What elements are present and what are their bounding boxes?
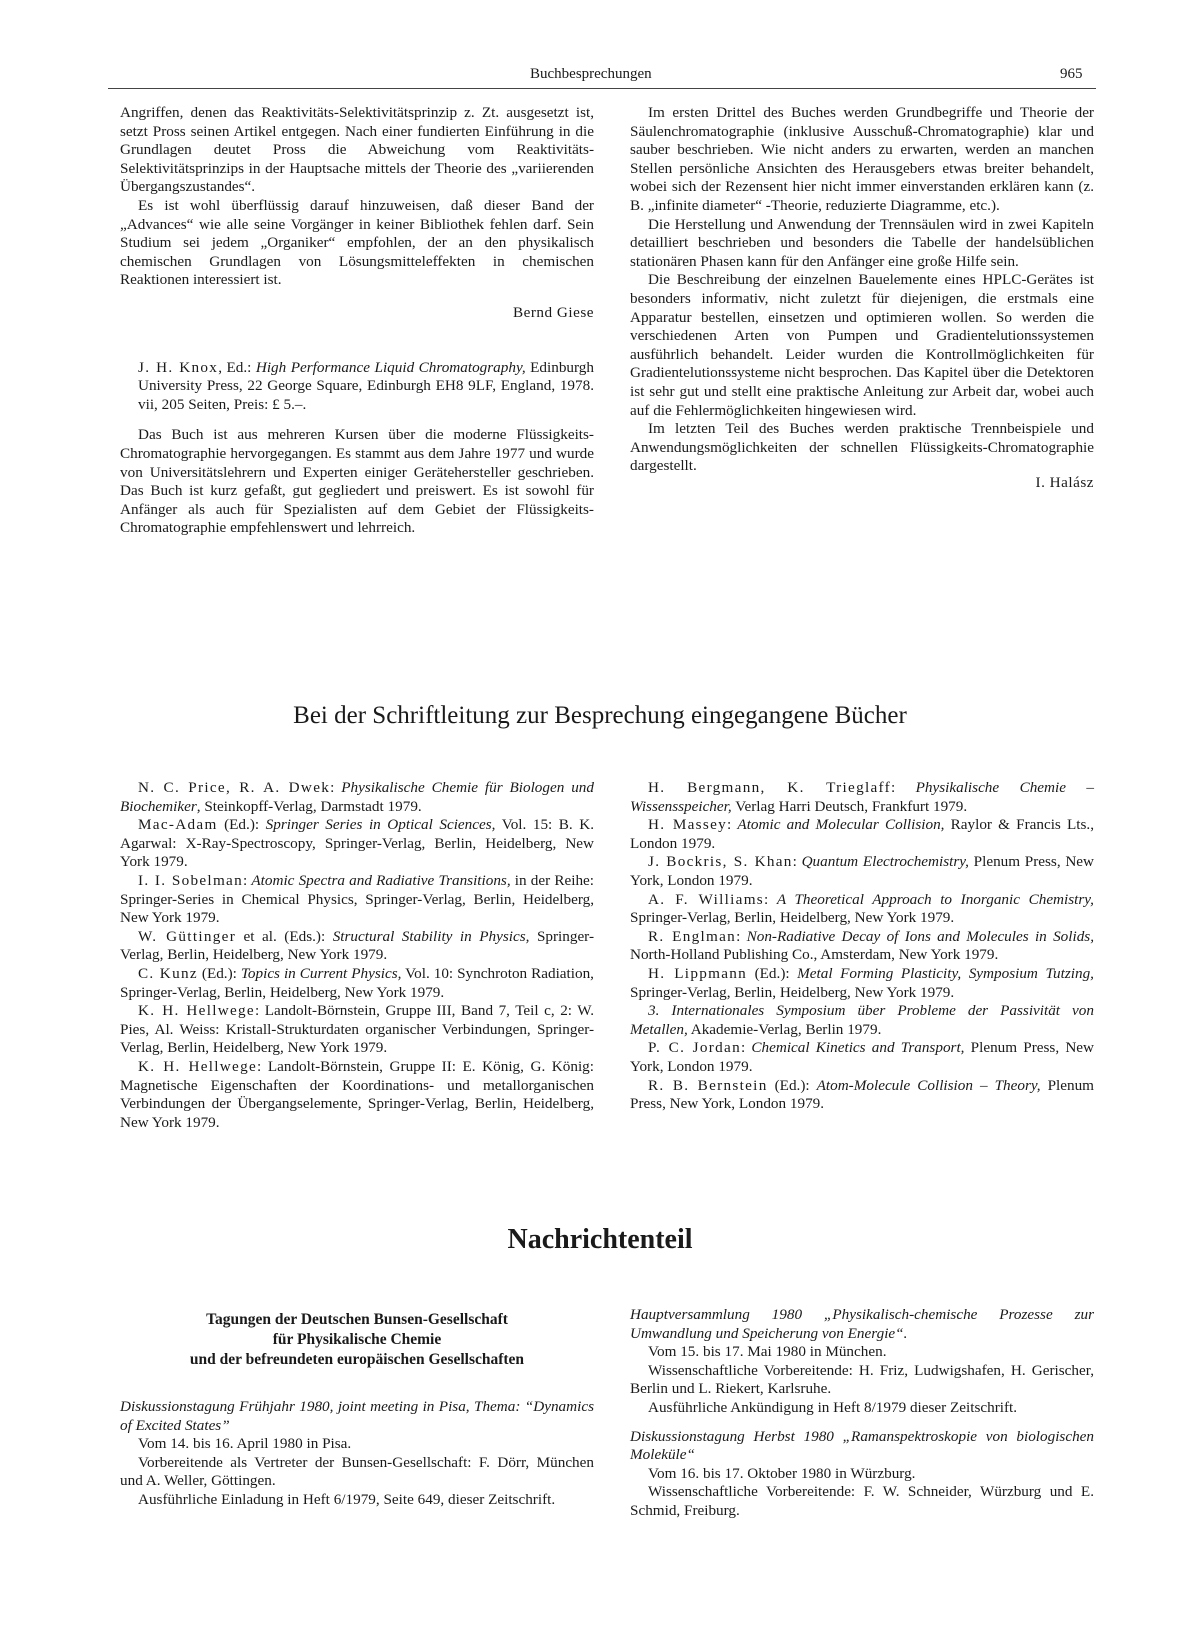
book-author: R. B. Bernstein xyxy=(648,1076,768,1094)
book-sep: (Ed.): xyxy=(217,816,266,834)
book-details: Springer-Verlag, Berlin, Heidelberg, New York 1979. xyxy=(630,909,955,927)
review2-paragraph: Im ersten Drittel des Buches werden Grundbegriffe und Theorie der Säulenchromatographie (inklusive Ausschuß-Chromatographie) klar und sauber beschrieben. Wie nicht anders zu erwarten, werden an manchen Stellen persönliche Ansichten des Herausgebers etwas breiter behandelt, wobei sich der Rezensent hier nicht immer einverstanden erklären kann (z. B. „infinite diameter“ -Theorie, reduzierte Diagramme, etc.). xyxy=(630,104,1094,214)
review2-paragraph: Im letzten Teil des Buches werden praktische Trennbeispiele und Anwendungsmöglichkeiten der schnellen Flüssigkeits-Chromatographie dargestellt. xyxy=(630,420,1094,475)
book-sep: : xyxy=(243,871,252,889)
book-title: Quantum Electrochemistry, xyxy=(801,853,969,871)
event-line: Ausführliche Einladung in Heft 6/1979, Seite 649, dieser Zeitschrift. xyxy=(138,1490,556,1508)
review2-paragraph: Die Herstellung und Anwendung der Trennsäulen wird in zwei Kapiteln detailliert beschrieben und besonders die Tabelle der handelsüblichen stationären Phasen kann für den Anfänger eine große Hilfe sein. xyxy=(630,215,1094,270)
book-author: K. H. Hellwege xyxy=(138,1002,255,1020)
book-entry xyxy=(120,816,594,872)
page-number: 965 xyxy=(1060,66,1083,82)
book-author: A. F. Williams xyxy=(648,890,765,908)
book-author: I. I. Sobelman xyxy=(138,871,243,889)
book-details: in der Reihe: Springer-Series in Chemical Physics, Springer-Verlag, Berlin, Heidelberg, New York 1979. xyxy=(120,871,594,927)
review2-title: High Performance Liquid Chromatography, xyxy=(255,358,526,376)
book-sep: (Ed.): xyxy=(747,964,798,982)
book-entry xyxy=(630,1002,1094,1039)
running-header: Buchbesprechungen xyxy=(530,66,652,82)
book-entry xyxy=(120,928,594,965)
book-title: Non-Radiative Decay of Ions and Molecules in Solids, xyxy=(746,927,1094,945)
book-author: Mac-Adam xyxy=(138,816,218,834)
news-section-title: Nachrichtenteil xyxy=(507,1224,693,1255)
event-line: Vom 15. bis 17. Mai 1980 in München. xyxy=(648,1343,887,1361)
review1-reviewer: Bernd Giese xyxy=(513,303,594,321)
book-author: W. Güttinger xyxy=(138,927,237,945)
book-entry xyxy=(630,779,1094,816)
review2-paragraph: Das Buch ist aus mehreren Kursen über die moderne Flüssigkeits-Chromatographie hervorgegangen. Es stammt aus dem Jahre 1977 und wurde von Universitätslehrern und Experten einiger Gerätehersteller geschrieben. Das Buch ist kurz gefaßt, gut gegliedert und preiswert. Es ist sowohl für Anfänger als auch für Spezialisten auf dem Gebiet der Flüssigkeits-Chromatographie empfehlenswert und lehrreich. xyxy=(120,426,594,537)
book-author: C. Kunz xyxy=(138,964,198,982)
book-sep: (Ed.): xyxy=(197,964,241,982)
event-title: Diskussionstagung Frühjahr 1980, joint meeting in Pisa, Thema: “Dynamics of Excited States” xyxy=(120,1398,594,1434)
book-details: Plenum Press, New York, London 1979. xyxy=(630,1076,1094,1113)
book-author: H. Bergmann, K. Trieglaff xyxy=(648,779,891,796)
review2-paragraph: Die Beschreibung der einzelnen Bauelemente eines HPLC-Gerätes ist besonders informativ, nicht zuletzt für diejenigen, die erstmals eine Apparatur bestellen, einsetzen und optimieren wollen. So werden die verschiedenen Arten von Pumpen und Gradientelutionssystemen ausführlich behandelt. Leider wurden die Kontrollmöglichkeiten für Gradientelutionssysteme nicht besprochen. Das Kapitel über die Detektoren ist sehr gut und stellt eine praktische Anleitung zur Arbeit dar, wobei auch auf die Fehlermöglichkeiten hingewiesen wird. xyxy=(630,271,1094,419)
event-title: Hauptversammlung 1980 „Physikalisch-chemische Prozesse zur Umwandlung und Speicherung von Energie“. xyxy=(630,1306,1094,1342)
book-title: Springer Series in Optical Sciences, xyxy=(265,816,496,834)
book-details: Springer-Verlag, Berlin, Heidelberg, New York 1979. xyxy=(630,983,955,1001)
tagung-heading-line: Tagungen der Deutschen Bunsen-Gesellschaft xyxy=(206,1311,508,1328)
book-author: N. C. Price, R. A. Dwek xyxy=(138,779,331,796)
book-sep: : xyxy=(740,1039,752,1057)
tagung-heading-line: und der befreundeten europäischen Gesellschaften xyxy=(189,1351,525,1368)
book-details: Raylor & Francis Lts., London 1979. xyxy=(630,816,1094,852)
book-details: Plenum Press, New York, London 1979. xyxy=(630,853,1094,889)
book-entry xyxy=(120,872,594,928)
received-books-title: Bei der Schriftleitung zur Besprechung eingegangene Bücher xyxy=(293,702,907,729)
header-rule xyxy=(108,88,1096,89)
book-title: Atom-Molecule Collision – Theory, xyxy=(816,1076,1041,1094)
book-author: K. H. Hellwege xyxy=(138,1057,258,1075)
book-title: Atomic Spectra and Radiative Transitions, xyxy=(251,871,511,889)
book-entry xyxy=(120,1002,594,1058)
received-books-left xyxy=(120,779,594,1132)
book-title: Chemical Kinetics and Transport, xyxy=(751,1039,965,1057)
book-author: R. Englman xyxy=(648,927,737,945)
review2-publisher: Edinburgh University Press, 22 George Square, Edinburgh EH8 9LF, England, 1978. vii, 205 Seiten, Preis: £ 5.–. xyxy=(138,358,594,413)
book-author: H. Lippmann xyxy=(648,964,748,982)
book-sep: : xyxy=(890,779,916,796)
book-title: Metal Forming Plasticity, Symposium Tutzing, xyxy=(797,964,1094,982)
event-line: Vorbereitende als Vertreter der Bunsen-Gesellschaft: F. Dörr, München und A. Weller, Göttingen. xyxy=(120,1453,594,1490)
book-sep: : xyxy=(736,927,747,945)
tagung-heading-line: für Physikalische Chemie xyxy=(272,1331,442,1348)
news-right-block xyxy=(630,1306,1094,1521)
book-entry xyxy=(630,853,1094,890)
book-title: A Theoretical Approach to Inorganic Chemistry, xyxy=(776,890,1094,908)
book-entry xyxy=(630,891,1094,928)
book-details: Akademie-Verlag, Berlin 1979. xyxy=(687,1020,882,1038)
book-sep: : xyxy=(330,779,342,796)
tagung-heading xyxy=(120,1310,594,1370)
review1-paragraph: Angriffen, denen das Reaktivitäts-Selektivitätsprinzip z. Zt. ausgesetzt ist, setzt Pross seinen Artikel entgegen. Nach einer fundierten Einführung in die Grundlagen deutet Pross die Abweichung vom Reaktivitäts-Selektivitätsprinzips in der Hauptsache mittels der Theorie des „variierenden Übergangszustandes“. xyxy=(120,104,594,196)
book-title: Topics in Current Physics, xyxy=(240,964,402,982)
received-books-right xyxy=(630,779,1094,1114)
right-column-review xyxy=(630,104,1094,492)
book-entry xyxy=(630,965,1094,1002)
book-details: Vol. 10: Synchroton Radiation, Springer-Verlag, Berlin, Heidelberg, New York 1979. xyxy=(120,964,594,1001)
book-entry xyxy=(630,928,1094,965)
book-details: Vol. 15: B. K. Agarwal: X-Ray-Spectroscopy, Springer-Verlag, Berlin, Heidelberg, New York 1979. xyxy=(120,816,594,871)
event-line: Ausführliche Ankündigung in Heft 8/1979 dieser Zeitschrift. xyxy=(648,1398,1018,1416)
book-author: H. Massey xyxy=(648,816,728,834)
book-details: Landolt-Börnstein, Gruppe III, Band 7, Teil c, 2: W. Pies, Al. Weiss: Kristall-Strukturdaten organischer Verbindungen, Springer-Verlag, Berlin, Heidelberg, New York 1979. xyxy=(120,1002,594,1057)
left-column-reviews xyxy=(120,104,594,538)
book-sep: : xyxy=(254,1002,265,1020)
event-title: Diskussionstagung Herbst 1980 „Ramanspektroskopie von biologischen Moleküle“ xyxy=(630,1427,1094,1464)
book-sep: : xyxy=(792,853,802,871)
book-author: P. C. Jordan xyxy=(648,1039,741,1057)
book-entry xyxy=(120,965,594,1002)
book-details: Springer-Verlag, Berlin, Heidelberg, New York 1979. xyxy=(120,927,594,964)
review2-author: J. H. Knox xyxy=(138,358,219,376)
book-details: , Steinkopff-Verlag, Darmstadt 1979. xyxy=(196,797,422,815)
book-details: Verlag Harri Deutsch, Frankfurt 1979. xyxy=(731,797,968,815)
book-title: Physikalische Chemie – Wissensspeicher, xyxy=(630,779,1094,815)
review2-citation xyxy=(138,359,594,415)
review2-reviewer: I. Halász xyxy=(1035,473,1094,491)
book-sep: : xyxy=(257,1057,268,1075)
book-entry xyxy=(630,1039,1094,1076)
book-title: 3. Internationales Symposium über Probleme der Passivität von Metallen, xyxy=(630,1002,1094,1038)
event-line: Wissenschaftliche Vorbereitende: H. Friz, Ludwigshafen, H. Gerischer, Berlin und L. Riekert, Karlsruhe. xyxy=(630,1361,1094,1398)
book-entry xyxy=(630,1077,1094,1114)
book-title: Physikalische Chemie für Biologen und Biochemiker xyxy=(120,779,594,815)
book-sep: (Ed.): xyxy=(767,1076,817,1094)
book-details: Plenum Press, New York, London 1979. xyxy=(630,1039,1094,1075)
event-line: Vom 16. bis 17. Oktober 1980 in Würzburg. xyxy=(648,1464,916,1482)
review1-paragraph: Es ist wohl überflüssig darauf hinzuweisen, daß dieser Band der „Advances“ wie alle seine Vorgänger in keiner Bibliothek fehlen darf. Sein Studium sei jedem „Organiker“ empfohlen, der an den physikalisch chemischen Grundlagen von Lösungsmitteleffekten in chemischen Reaktionen interessiert ist. xyxy=(120,196,594,289)
book-entry xyxy=(120,779,594,816)
book-details: Landolt-Börnstein, Gruppe II: E. König, G. König: Magnetische Eigenschaften der Koordinations- und metallorganischen Verbindungen der Übergangselemente, Springer-Verlag, Berlin, Heidelberg, New York 1979. xyxy=(120,1057,594,1131)
book-sep: : xyxy=(764,890,777,908)
book-sep: et al. (Eds.): xyxy=(236,927,333,945)
book-sep: : xyxy=(727,816,738,834)
book-entry xyxy=(120,1058,594,1132)
book-details: North-Holland Publishing Co., Amsterdam, New York 1979. xyxy=(630,946,999,964)
event-line: Wissenschaftliche Vorbereitende: F. W. Schneider, Würzburg und E. Schmid, Freiburg. xyxy=(630,1483,1094,1519)
review2-ed: , Ed.: xyxy=(218,358,256,376)
event-line: Vom 14. bis 16. April 1980 in Pisa. xyxy=(138,1435,352,1453)
book-title: Structural Stability in Physics, xyxy=(332,927,530,945)
news-left-block xyxy=(120,1398,594,1510)
book-entry xyxy=(630,816,1094,853)
book-author: J. Bockris, S. Khan xyxy=(648,853,793,871)
book-title: Atomic and Molecular Collision, xyxy=(737,816,945,834)
